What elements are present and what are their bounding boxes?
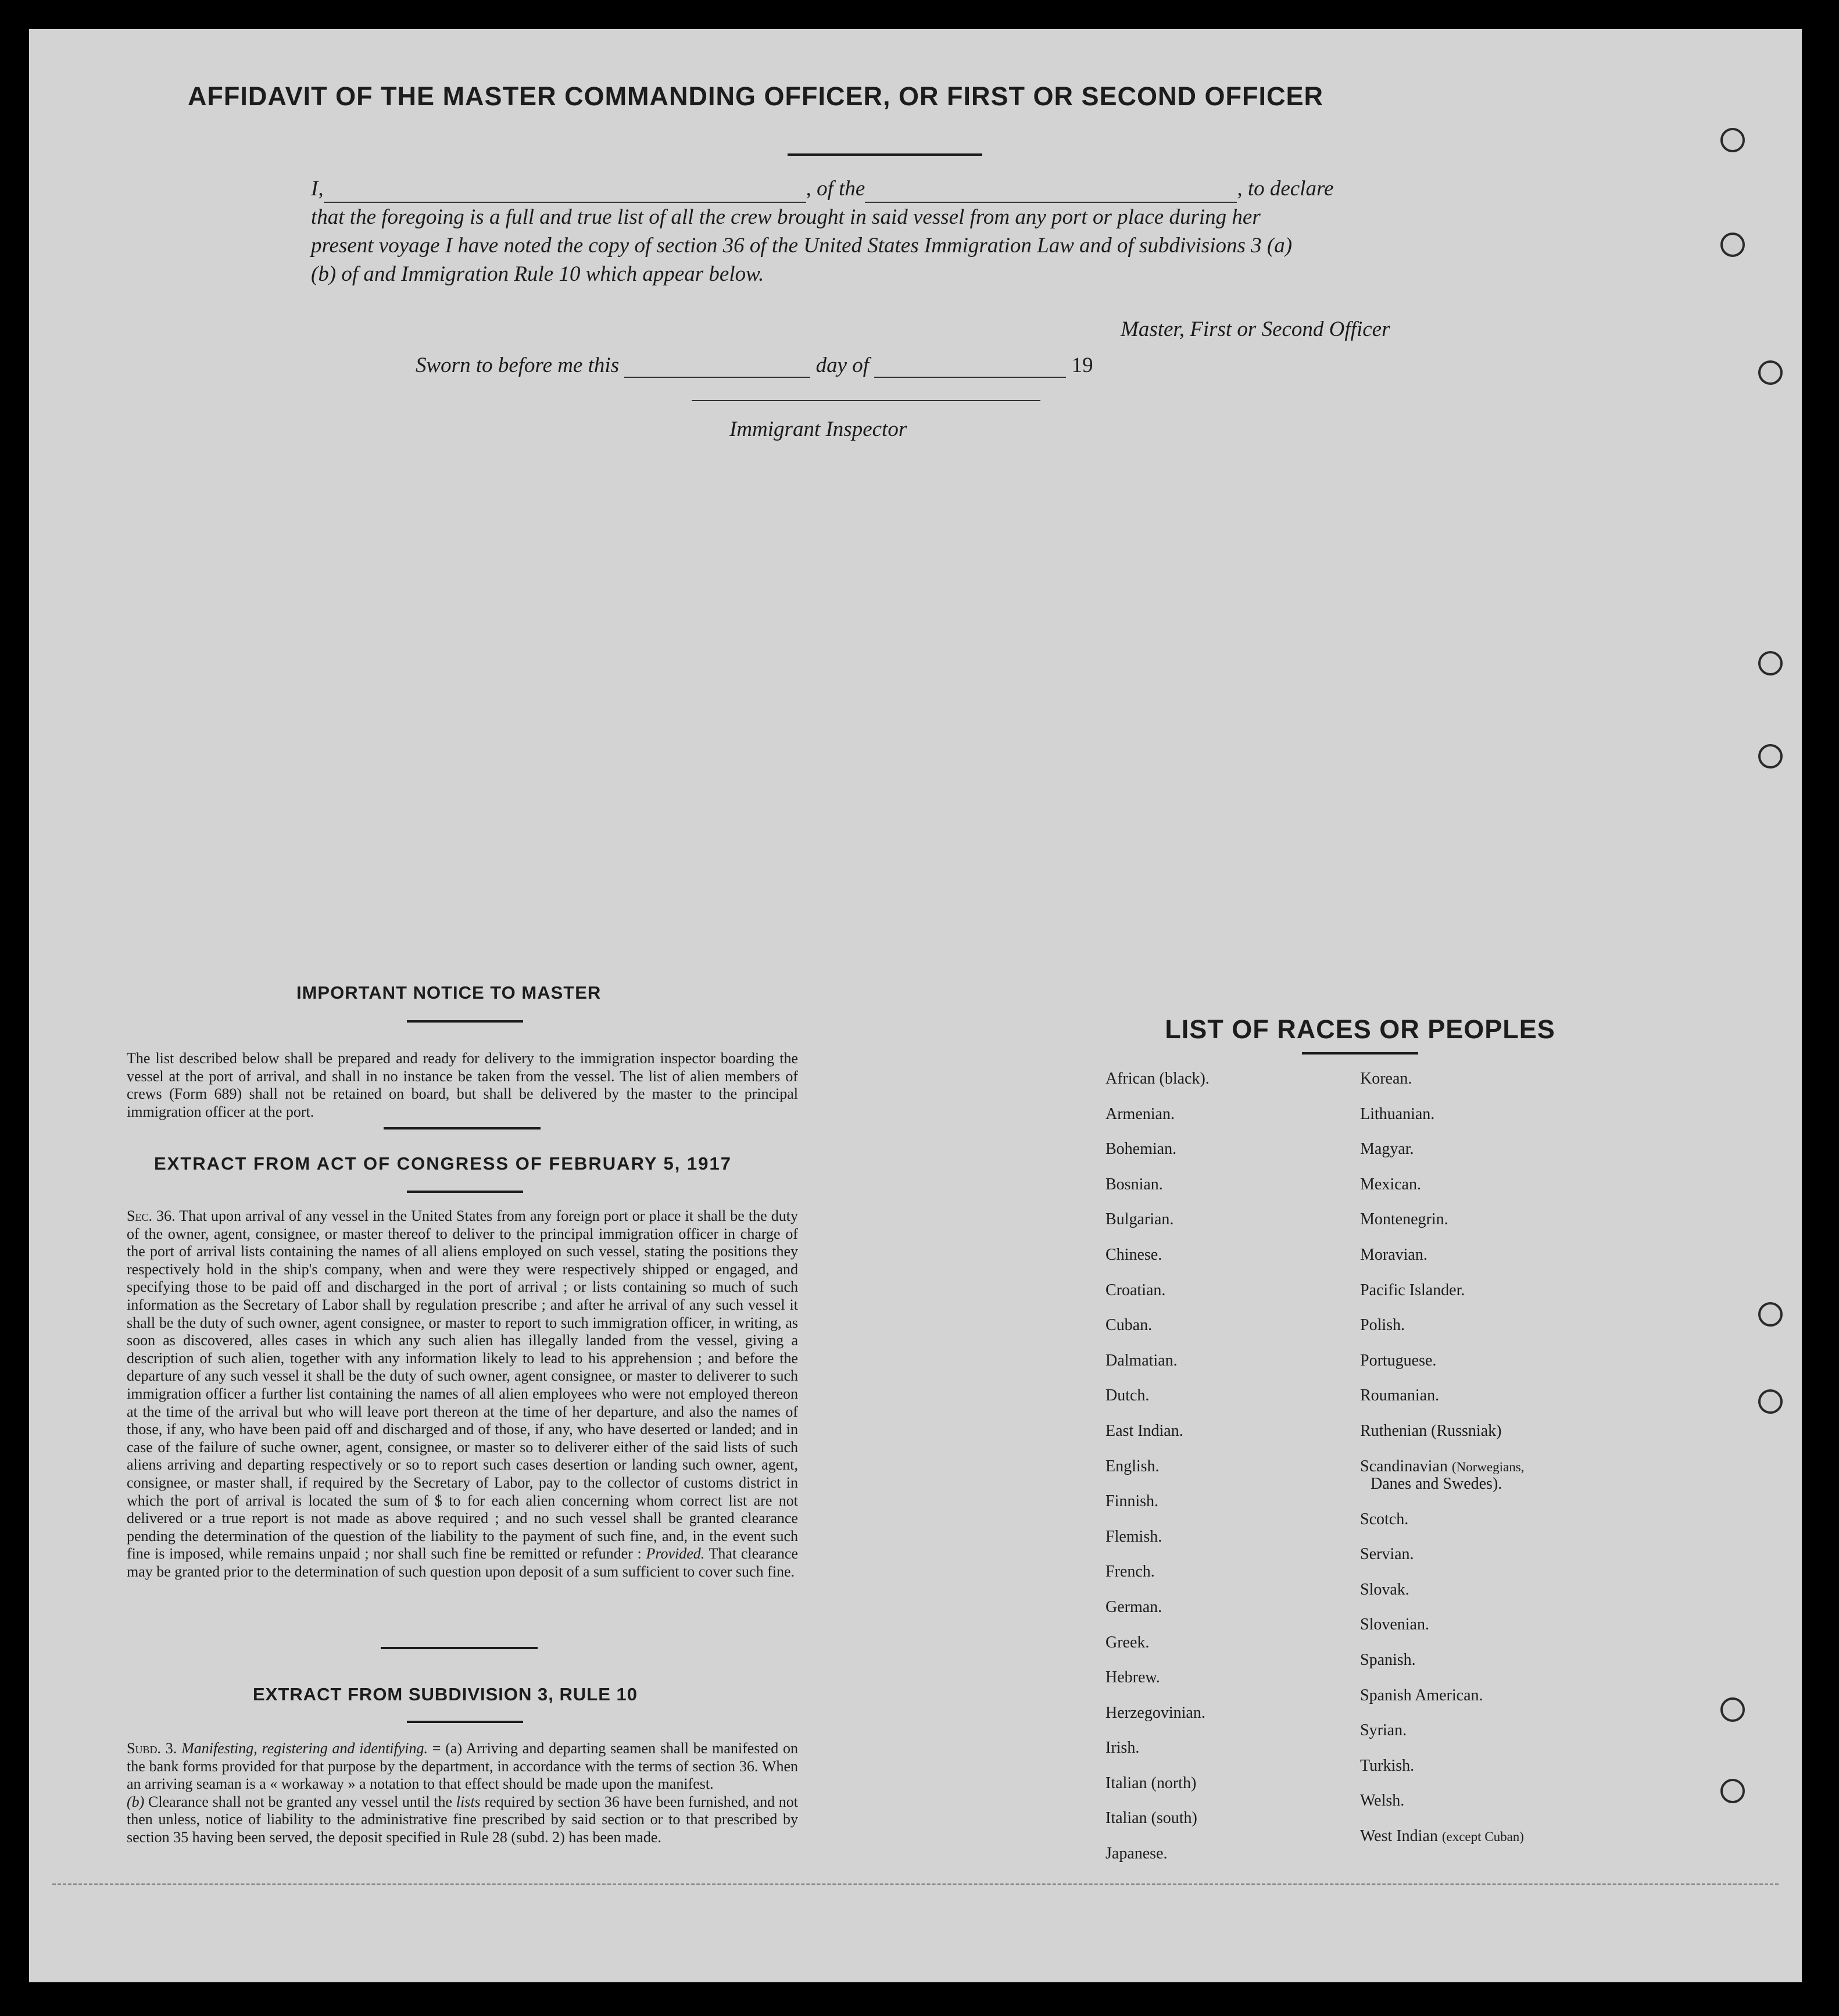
race-item: Montenegrin. bbox=[1360, 1210, 1448, 1229]
race-item: Servian. bbox=[1360, 1545, 1414, 1564]
race-item: Roumanian. bbox=[1360, 1386, 1440, 1405]
affidavit-line-1 bbox=[311, 174, 1439, 203]
signature-label: Master, First or Second Officer bbox=[1121, 317, 1390, 341]
act-rule bbox=[407, 1191, 523, 1193]
year-label: 19 bbox=[1071, 353, 1093, 377]
binder-hole bbox=[1758, 651, 1783, 675]
fold-line bbox=[52, 1883, 1779, 1885]
races-left-column bbox=[1105, 1070, 1210, 1880]
subd-text-b2: required by section 36 have been furnished, and not then unless, notice of liability to the administrative fine prescribed by said section or to that prescribed by section 35 having been served, the deposit specified in Rule 28 (subd. 2) has been made. bbox=[127, 1793, 798, 1846]
binder-hole bbox=[1720, 233, 1745, 257]
scandinavian-note: (Norwegians, bbox=[1451, 1459, 1525, 1474]
race-item: Irish. bbox=[1105, 1739, 1140, 1757]
race-item: Dalmatian. bbox=[1105, 1351, 1178, 1370]
race-item: East Indian. bbox=[1105, 1421, 1183, 1440]
title-rule bbox=[788, 153, 982, 156]
race-item: Italian (north) bbox=[1105, 1774, 1197, 1792]
race-item: Hebrew. bbox=[1105, 1668, 1160, 1687]
race-item: Croatian. bbox=[1105, 1281, 1166, 1299]
notice-text: The list described below shall be prepared and ready for delivery to the immigration inspector boarding the vessel at the port of arrival, and shall in no instance be taken from the vessel. The list of alien members of crews (Form 689) shall not be retained on board, but shall be delivered by the master to the principal immigration officer at the port. bbox=[127, 1050, 798, 1120]
binder-hole bbox=[1758, 1302, 1783, 1327]
affidavit-line-3: present voyage I have noted the copy of section 36 of the United States Immigration Law and of subdivisions 3 (a) bbox=[311, 234, 1293, 258]
race-item: English. bbox=[1105, 1457, 1160, 1475]
races-title: LIST OF RACES OR PEOPLES bbox=[1165, 1014, 1555, 1044]
notice-title: IMPORTANT NOTICE TO MASTER bbox=[296, 982, 602, 1003]
subd-text-a: = (a) Arriving and departing seamen shall be manifested on the bank forms provided for that purpose by the department, in accordance with the terms of section 36. When an arriving seaman is a « workaway » a notation to that effect should be made upon the manifest. bbox=[127, 1740, 798, 1793]
subd-b-label: (b) bbox=[127, 1793, 145, 1810]
race-item: Bulgarian. bbox=[1105, 1210, 1174, 1229]
rule-text bbox=[127, 1740, 798, 1875]
race-item: Armenian. bbox=[1105, 1104, 1175, 1123]
west-indian-label: West Indian bbox=[1360, 1826, 1438, 1845]
day-of-label: day of bbox=[815, 353, 870, 377]
race-item: Pacific Islander. bbox=[1360, 1281, 1465, 1299]
rule-title: EXTRACT FROM SUBDIVISION 3, RULE 10 bbox=[253, 1684, 638, 1704]
race-item: African (black). bbox=[1105, 1070, 1210, 1088]
race-item: Ruthenian (Russniak) bbox=[1360, 1421, 1502, 1440]
races-rule bbox=[1302, 1052, 1418, 1055]
race-item: Slovak. bbox=[1360, 1580, 1409, 1599]
name-blank[interactable] bbox=[324, 176, 806, 203]
race-item: Bosnian. bbox=[1105, 1175, 1163, 1193]
sec-36-end: That clearance may be granted prior to the determination of such question upon deposit of a sum sufficient to cover such fine. bbox=[127, 1545, 798, 1580]
subd-label: Subd. 3. bbox=[127, 1740, 177, 1757]
notice-end-rule bbox=[384, 1127, 541, 1129]
binder-hole bbox=[1720, 128, 1745, 152]
sworn-line bbox=[416, 353, 1093, 378]
provided-word: Provided. bbox=[646, 1545, 705, 1563]
race-item-scandinavian bbox=[1360, 1457, 1524, 1510]
west-indian-note: (except Cuban) bbox=[1441, 1829, 1524, 1844]
act-end-rule bbox=[381, 1647, 538, 1649]
race-item: Greek. bbox=[1105, 1633, 1150, 1652]
vessel-blank[interactable] bbox=[865, 176, 1237, 203]
sworn-label: Sworn to before me this bbox=[416, 353, 620, 377]
act-text bbox=[127, 1207, 798, 1638]
notice-rule bbox=[407, 1020, 523, 1023]
lists-word: lists bbox=[456, 1793, 481, 1810]
race-item: Slovenian. bbox=[1360, 1615, 1429, 1634]
scandinavian-cont: Danes and Swedes). bbox=[1371, 1474, 1502, 1493]
binder-hole bbox=[1720, 1697, 1745, 1722]
race-item: Magyar. bbox=[1360, 1140, 1414, 1159]
races-right-column bbox=[1360, 1070, 1524, 1862]
affidavit-i-label: I, bbox=[311, 177, 324, 201]
affidavit-line-4: (b) of and Immigration Rule 10 which appear below. bbox=[311, 262, 764, 286]
binder-hole bbox=[1758, 744, 1783, 768]
race-item: Moravian. bbox=[1360, 1245, 1427, 1264]
race-item: Turkish. bbox=[1360, 1756, 1415, 1775]
race-item: French. bbox=[1105, 1563, 1155, 1581]
race-item: German. bbox=[1105, 1597, 1162, 1616]
race-item: Polish. bbox=[1360, 1316, 1405, 1335]
scandinavian-label: Scandinavian bbox=[1360, 1457, 1448, 1475]
race-item: Welsh. bbox=[1360, 1792, 1405, 1810]
race-item: Spanish American. bbox=[1360, 1686, 1483, 1704]
race-item: Flemish. bbox=[1105, 1527, 1162, 1546]
sec-36-text: That upon arrival of any vessel in the United States from any foreign port or place it shall be the duty of the owner, agent, consignee, or master thereof to deliver to the principal immigration officer in charge of the port of arrival lists containing the names of all aliens employed on such vessel, stating the positions they respectively hold in the ship's company, when and were they were respectively shipped or engaged, and specifying those to be paid off and discharged in the port of arrival ; or lists containing so much of such information as the Secretary of Labor shall by regulation prescribe ; and after he arrival of any such vessel it shall be the duty of such owner, agent consignee, or master to report to such immigration officer, in writing, as soon as discovered, alles cases in which any such alien has illegally landed from the vessel, giving a description of such alien, together with any information likely to lead to his apprehension ; and before the departure of any such vessel it shall be the duty of such owner, agent consignee, or master to deliverer to such immigration officer a further list containing the names of all alien employees who were not employed thereon at the time of the arrival but who will leave port thereon at the time of her departure, and also the names of those, if any, who have been paid off and discharged and of those, if any, who have deserted or landed; and in case of the failure of suche owner, agent, consignee, or master so to deliverer either of the said lists of such aliens arriving and departing respectively or so to report such cases desertion or landing such owner, agent, consignee, or master shall, if required by the Secretary of Labor, pay to the collector of customs district in which the port of arrival is located the sum of $ to for each alien concerning whom correct list are not delivered or a true report is not made as above required ; and no such vessel shall be granted clearance pending the determination of the question of the liability to the payment of such fine, and, in the event such fine is imposed, while remains unpaid ; nor shall such fine be remitted or refunder : bbox=[127, 1207, 798, 1563]
race-item: Mexican. bbox=[1360, 1175, 1421, 1193]
binder-hole bbox=[1758, 1389, 1783, 1414]
binder-hole bbox=[1720, 1779, 1745, 1803]
subd-text-b1: Clearance shall not be granted any vessel until the bbox=[148, 1793, 453, 1810]
act-title: EXTRACT FROM ACT OF CONGRESS OF FEBRUARY 5, 1917 bbox=[154, 1153, 732, 1174]
affidavit-of-label: , of the bbox=[806, 177, 865, 201]
race-item: Chinese. bbox=[1105, 1245, 1162, 1264]
race-item: Finnish. bbox=[1105, 1492, 1159, 1511]
race-item: Cuban. bbox=[1105, 1316, 1153, 1335]
affidavit-title: AFFIDAVIT OF THE MASTER COMMANDING OFFICER, OR FIRST OR SECOND OFFICER bbox=[187, 81, 1324, 111]
race-item: Italian (south) bbox=[1105, 1809, 1197, 1828]
binder-hole bbox=[1758, 360, 1783, 385]
affidavit-line-2: that the foregoing is a full and true list of all the crew brought in said vessel from any port or place during her bbox=[311, 205, 1261, 229]
race-item: Bohemian. bbox=[1105, 1140, 1177, 1159]
affidavit-body bbox=[311, 174, 1439, 288]
race-item: Japanese. bbox=[1105, 1845, 1168, 1863]
sworn-date-blank[interactable] bbox=[624, 356, 810, 378]
sec-label: Sec. 36. bbox=[127, 1207, 176, 1224]
race-item: Korean. bbox=[1360, 1070, 1412, 1088]
inspector-signature-blank[interactable] bbox=[692, 400, 1040, 401]
race-item: Spanish. bbox=[1360, 1650, 1416, 1669]
race-item: Portuguese. bbox=[1360, 1351, 1437, 1370]
affidavit-declare-label: , to declare bbox=[1237, 177, 1334, 201]
inspector-label: Immigrant Inspector bbox=[729, 417, 907, 441]
month-blank[interactable] bbox=[874, 356, 1066, 378]
race-item: Syrian. bbox=[1360, 1721, 1407, 1740]
race-item: Dutch. bbox=[1105, 1386, 1150, 1405]
race-item: Scotch. bbox=[1360, 1510, 1409, 1528]
race-item: Lithuanian. bbox=[1360, 1104, 1435, 1123]
race-item: Herzegovinian. bbox=[1105, 1703, 1205, 1722]
race-item-west-indian bbox=[1360, 1827, 1524, 1863]
subd-heading: Manifesting, registering and identifying. bbox=[181, 1740, 428, 1757]
rule-title-rule bbox=[407, 1721, 523, 1723]
